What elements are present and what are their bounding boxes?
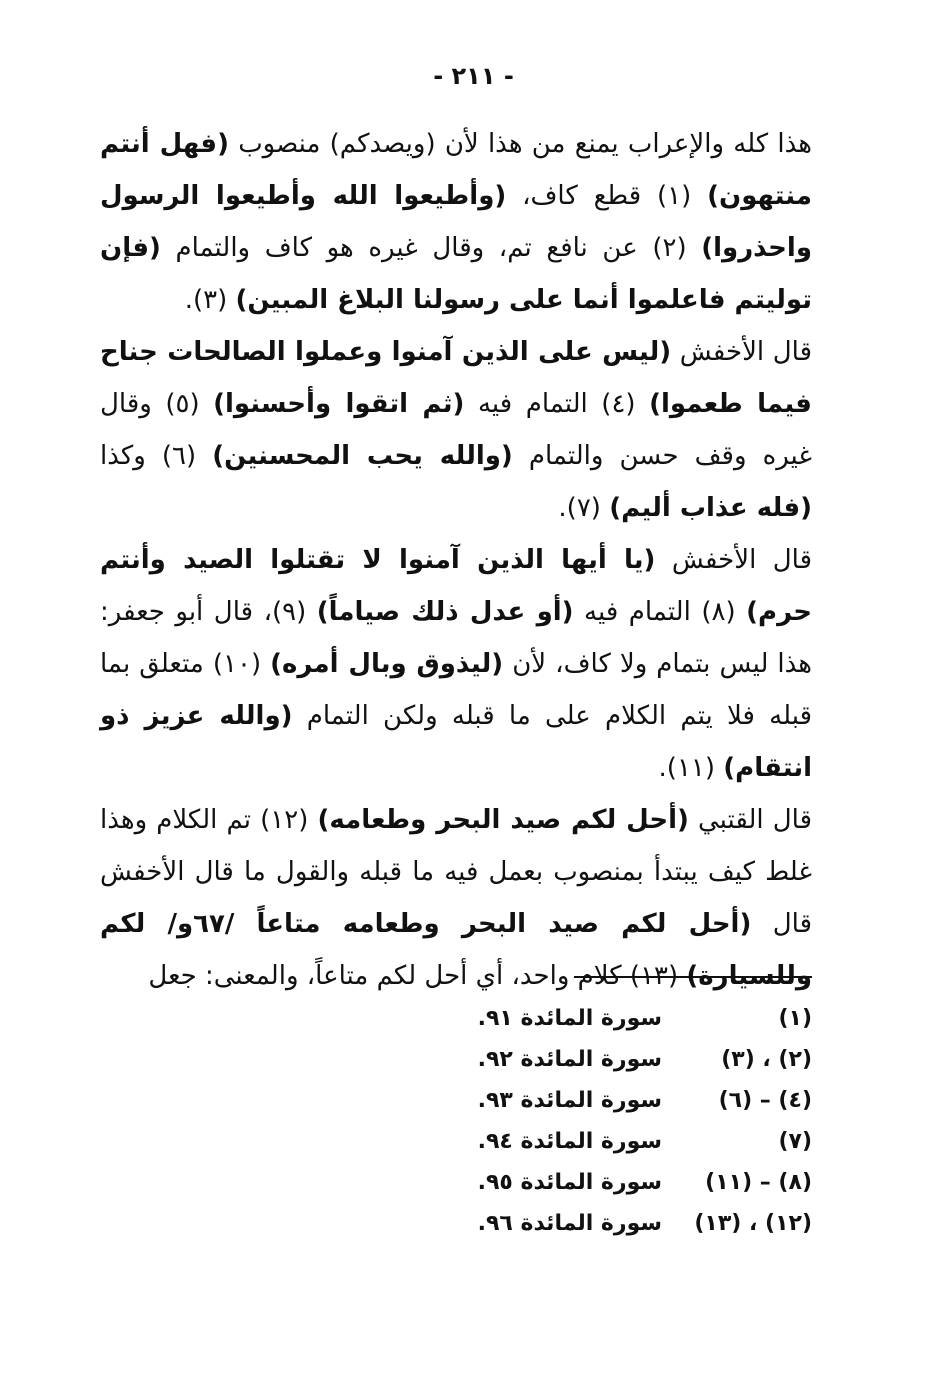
text-segment: (٢) عن نافع تم، وقال غيره هو كاف والتمام (160, 233, 702, 263)
footnote-ref: (١) (778, 1006, 812, 1031)
paragraph (100, 794, 812, 1002)
quran-quote: (أحل لكم صيد البحر وطعامه متاعاً /٦٧و/ لكم وللسيارة) (100, 909, 812, 991)
footnote-text: سورة المائدة ٩٦. (477, 1211, 662, 1236)
quran-quote: (ثم اتقوا وأحسنوا) (213, 389, 465, 419)
text-segment: (١٣) كلام واحد، أي أحل لكم متاعاً، والمعنى: جعل (148, 961, 687, 991)
footnote-item (470, 1039, 812, 1080)
text-segment: (١١). (658, 753, 724, 783)
quran-quote: (أو عدل ذلك صياماً) (316, 597, 574, 627)
footnote-item (470, 1203, 812, 1244)
footnote-text: سورة المائدة ٩٣. (477, 1088, 662, 1113)
text-segment: (١) قطع كاف، (506, 181, 708, 211)
footnote-item (470, 1121, 812, 1162)
text-segment: (١٠) متعلق بما قبله فلا يتم الكلام على ما قبله ولكن التمام (100, 649, 812, 731)
text-segment: (٧). (558, 493, 610, 523)
footnote-item (470, 998, 812, 1039)
footnote-ref: (٤) – (٦) (718, 1088, 812, 1113)
text-segment: قال القتبي (688, 805, 813, 835)
footnote-item (470, 1080, 812, 1121)
page-number: - ٢١١ - (433, 62, 514, 90)
footnote-item (470, 1162, 812, 1203)
quran-quote: (فهل أنتم منتهون) (100, 129, 812, 211)
main-text (100, 118, 812, 1002)
paragraph (100, 534, 812, 794)
quran-quote: (وأطيعوا الله وأطيعوا الرسول واحذروا) (100, 181, 812, 263)
text-segment: (١٢) تم الكلام وهذا غلط كيف يبتدأ بمنصوب بعمل فيه ما قبله والقول ما قال الأخفش قال (100, 805, 812, 939)
footnote-ref: (٧) (778, 1129, 812, 1154)
text-segment: قال الأخفش (671, 337, 812, 367)
text-segment: (٦) وكذا (100, 441, 213, 471)
quran-quote: (ليس على الذين آمنوا وعملوا الصالحات جناح فيما طعموا) (100, 337, 812, 419)
footnotes (470, 998, 812, 1244)
quran-quote: (فإن توليتم فاعلموا أنما على رسولنا البلاغ المبين) (100, 233, 812, 315)
quran-quote: (والله يحب المحسنين) (212, 441, 513, 471)
footnote-text: سورة المائدة ٩٤. (477, 1129, 662, 1154)
footnote-separator (574, 976, 812, 978)
quran-quote: (أحل لكم صيد البحر وطعامه) (317, 805, 689, 835)
quran-quote: (يا أيها الذين آمنوا لا تقتلوا الصيد وأنتم حرم) (100, 545, 812, 627)
footnote-ref: (٨) – (١١) (705, 1170, 812, 1195)
paragraph (100, 118, 812, 326)
quran-quote: (فله عذاب أليم) (609, 493, 812, 523)
footnote-text: سورة المائدة ٩٥. (477, 1170, 662, 1195)
quran-quote: (ليذوق وبال أمره) (270, 649, 504, 679)
quran-quote: (والله عزيز ذو انتقام) (100, 701, 812, 783)
footnote-text: سورة المائدة ٩١. (477, 1006, 662, 1031)
footnote-text: سورة المائدة ٩٢. (477, 1047, 662, 1072)
text-segment: (٨) التمام فيه (573, 597, 747, 627)
text-segment: (٩)، قال أبو جعفر: هذا ليس بتمام ولا كاف، لأن (100, 597, 813, 679)
text-segment: قال الأخفش (655, 545, 812, 575)
text-segment: (٣). (184, 285, 236, 315)
text-segment: (٤) التمام فيه (464, 389, 650, 419)
paragraph (100, 326, 812, 534)
footnote-ref: (١٢) ، (١٣) (694, 1211, 812, 1236)
text-segment: هذا كله والإعراب يمنع من هذا لأن (ويصدكم) منصوب (228, 129, 812, 159)
text-segment: (٥) وقال غيره وقف حسن والتمام (100, 389, 812, 471)
footnote-ref: (٢) ، (٣) (721, 1047, 812, 1072)
